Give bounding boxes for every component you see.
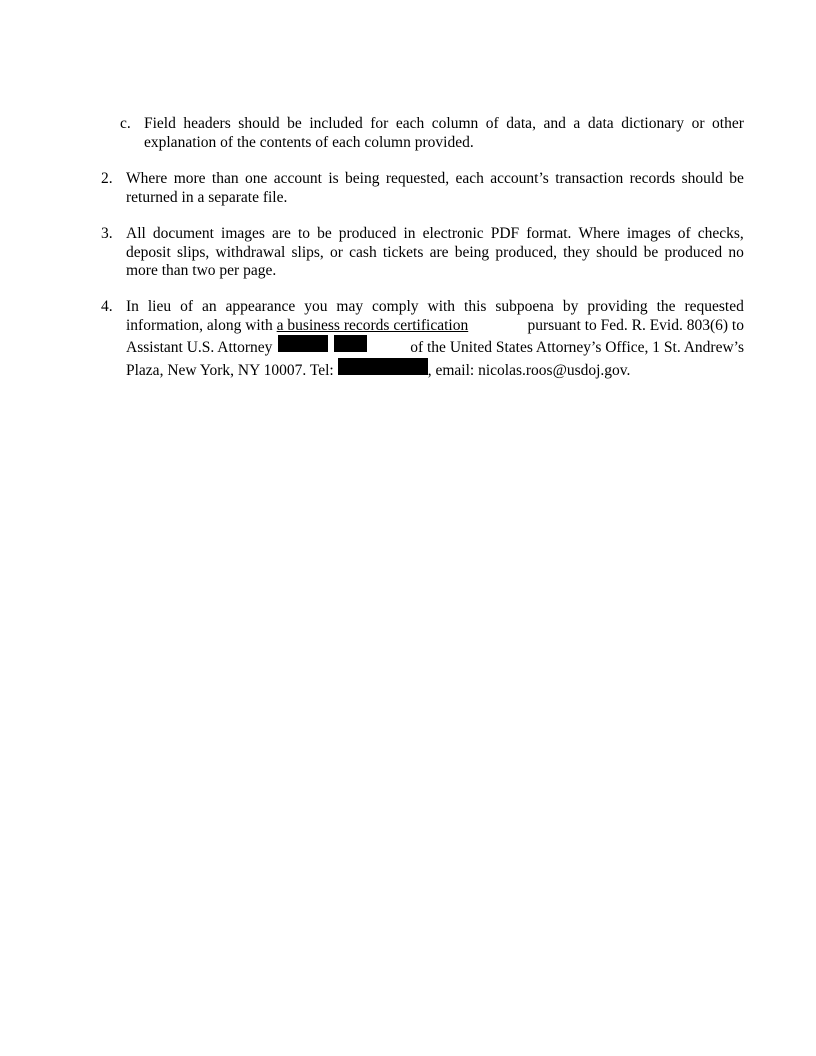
word: withdrawal	[215, 243, 286, 261]
text-segment: information, along with	[126, 316, 277, 334]
word: format.	[526, 225, 572, 242]
word: account	[273, 170, 322, 187]
word: the	[656, 298, 676, 315]
word: for	[370, 115, 389, 132]
word: or	[330, 243, 343, 261]
word: appearance	[225, 298, 296, 315]
word: checks,	[697, 225, 744, 242]
word: included	[309, 115, 363, 132]
text-segment: Assistant U.S. Attorney	[126, 339, 273, 357]
item-text-line: explanation of the contents of each column provided.	[144, 133, 474, 151]
word: should	[238, 115, 280, 132]
word: no	[728, 243, 744, 261]
word: lieu	[147, 298, 172, 315]
text-segment: Plaza, New York, NY 10007. Tel:	[126, 361, 334, 379]
word: being	[345, 170, 380, 187]
word: slips,	[291, 243, 324, 261]
word: dictionary	[621, 115, 685, 132]
item-text-line: more than two per page.	[126, 262, 277, 280]
word: be	[287, 115, 302, 132]
word: a	[573, 115, 581, 132]
word: and	[543, 115, 566, 132]
item-marker: 4.	[101, 298, 113, 315]
word: this	[464, 298, 487, 315]
item-text-line	[126, 225, 744, 244]
text-segment: pursuant to Fed. R. Evid. 803(6) to	[523, 316, 744, 334]
word: by	[562, 298, 579, 315]
word: being	[454, 243, 490, 261]
word: one	[244, 170, 268, 187]
word: In	[126, 298, 139, 315]
word: produced	[664, 243, 723, 261]
word: than	[211, 170, 239, 187]
word: images	[626, 225, 671, 242]
redaction-block	[334, 335, 367, 352]
word: column	[431, 115, 479, 132]
word: may	[336, 298, 364, 315]
word: deposit	[126, 243, 171, 261]
item-text-line	[126, 298, 744, 317]
word: data,	[506, 115, 536, 132]
word: each	[455, 170, 484, 187]
word: slips,	[177, 243, 210, 261]
item-text-line	[126, 335, 744, 358]
item-text-line: returned in a separate file.	[126, 188, 288, 206]
word: of	[180, 298, 193, 315]
word: Where	[126, 170, 168, 187]
list-item-3	[101, 225, 744, 281]
word: with	[427, 298, 456, 315]
word: each	[395, 115, 425, 132]
list-item-c	[120, 115, 744, 152]
word: more	[173, 170, 206, 187]
word: Field	[144, 115, 176, 132]
word: in	[403, 225, 416, 242]
word: data	[587, 115, 614, 132]
text-segment: of the United States Attorney’s Office, 1 St. Andrew’s	[410, 339, 744, 357]
word: is	[328, 170, 339, 187]
word: All	[126, 225, 146, 242]
word: are	[429, 243, 449, 261]
word: of	[677, 225, 691, 242]
word: requested,	[385, 170, 450, 187]
word: records	[629, 170, 676, 187]
item-marker: 2.	[101, 170, 113, 187]
word: electronic	[422, 225, 484, 242]
item-text-line	[144, 115, 744, 134]
word: produced,	[495, 243, 557, 261]
item-text-line	[126, 170, 744, 189]
word: account’s	[490, 170, 549, 187]
item-text-line	[126, 358, 744, 381]
word: document	[152, 225, 214, 242]
word: requested	[684, 298, 744, 315]
word: or	[691, 115, 705, 132]
word: be	[317, 225, 332, 242]
word: comply	[372, 298, 419, 315]
item-marker: 3.	[101, 225, 113, 242]
word: subpoena	[495, 298, 554, 315]
underlined-text: a business records certification	[276, 316, 469, 334]
word: transaction	[555, 170, 624, 187]
redaction-block	[278, 335, 328, 352]
word: cash	[349, 243, 377, 261]
word: produced	[338, 225, 397, 242]
word: should	[681, 170, 723, 187]
list-item-4	[101, 298, 744, 380]
word: PDF	[490, 225, 520, 242]
item-text-line	[126, 244, 744, 263]
item-marker: c.	[120, 115, 131, 132]
word: be	[643, 243, 659, 261]
list-item-2	[101, 170, 744, 207]
word: images	[221, 225, 265, 242]
word: Where	[578, 225, 620, 242]
word: to	[297, 225, 311, 242]
word: be	[729, 170, 744, 187]
word: they	[563, 243, 590, 261]
word: an	[201, 298, 217, 315]
word: providing	[587, 298, 648, 315]
word: tickets	[382, 243, 424, 261]
word: of	[485, 115, 499, 132]
text-segment: , email: nicolas.roos@usdoj.gov.	[427, 361, 631, 379]
word: other	[712, 115, 744, 132]
redaction-block	[338, 358, 428, 375]
item-text-line	[126, 317, 744, 336]
word: you	[304, 298, 328, 315]
word: should	[596, 243, 638, 261]
word: headers	[183, 115, 231, 132]
word: are	[271, 225, 291, 242]
